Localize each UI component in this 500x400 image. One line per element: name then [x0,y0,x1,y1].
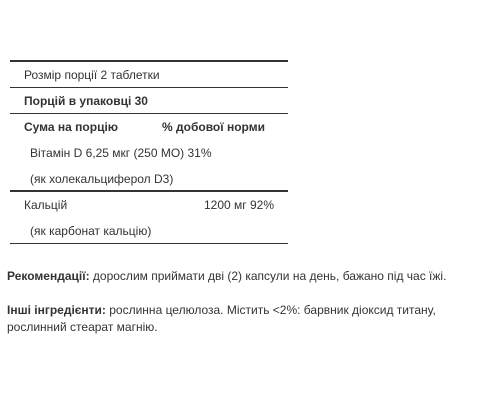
servings-per-container-row [10,88,288,114]
amount-per-serving-header: Сума на порцію [24,120,119,134]
other-ingredients-label: Інші інгредієнти: [7,303,106,317]
calcium-form-row [10,218,288,244]
other-ingredients-text: рослинна целюлоза. Містить <2%: барвник діоксид титану, рослинний стеарат магнію. [7,303,436,334]
recommendation-text: дорослим приймати дві (2) капсули на день, бажано під час їжі. [89,269,447,283]
other-ingredients-paragraph [7,302,495,336]
supplement-facts-panel [10,60,288,244]
vitamin-d-row [10,140,288,166]
facts-header-row [10,114,288,140]
vitamin-d-text: Вітамін D 6,25 мкг (250 МО) 31% [30,146,212,160]
recommendation-label: Рекомендації: [7,269,90,283]
recommendation-paragraph [7,268,495,285]
calcium-row [10,192,288,218]
servings-per-container: Порцій в упаковці 30 [24,94,148,108]
serving-size-row [10,62,288,88]
vitamin-d-form-row [10,166,288,192]
daily-value-header: % добової норми [162,120,265,134]
vitamin-d-form: (як холекальциферол D3) [30,172,174,186]
calcium-label: Кальцій [24,198,68,212]
calcium-value: 1200 мг 92% [203,198,274,212]
serving-size: Розмір порції 2 таблетки [24,68,160,82]
calcium-form: (як карбонат кальцію) [30,224,152,238]
